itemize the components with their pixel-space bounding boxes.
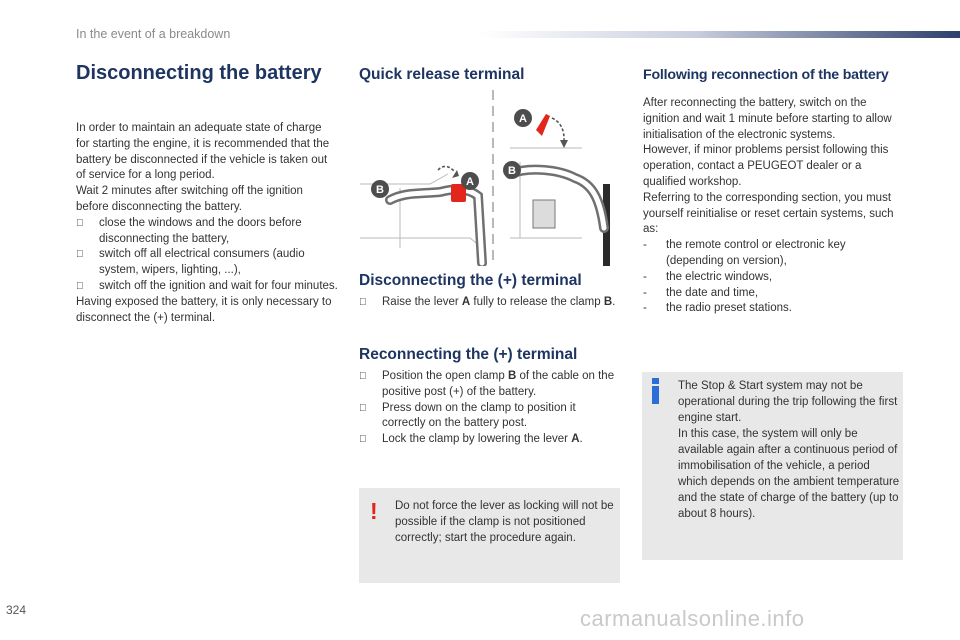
lever-a-right xyxy=(536,114,550,136)
watermark: carmanualsonline.info xyxy=(580,606,805,631)
info-text: The Stop & Start system may not be operational during the trip following the first engine start. In this case, the system will only be available again after a continuous period of immobilisation of the vehicle, a period which depends on the ambient temperature and the state of charge of the battery (up to about 8 hours). xyxy=(678,380,900,520)
svg-text:B: B xyxy=(508,165,516,177)
col3-body: After reconnecting the battery, switch on the ignition and wait 1 minute before starting to allow initialisation of the electronic systems. However, if minor problems persist following this operation, contact a PEUGEOT dealer or a qualified workshop. Referring to the corresponding section, you must yourself reinitialise or reset certain systems, such as: - the remote control or electronic key (depending on version), - the electric windows, - the date and time, - the radio preset stations. xyxy=(643,96,905,317)
svg-text:A: A xyxy=(466,176,474,188)
disconnecting-terminal-title: Disconnecting the (+) terminal xyxy=(359,272,582,289)
bullet-item: switch off all electrical consumers (audio system, wipers, lighting, ...), xyxy=(76,247,338,279)
bullet-marker-icon xyxy=(76,247,84,263)
wait-text: Wait 2 minutes after switching off the ignition before disconnecting the battery. xyxy=(76,185,303,213)
svg-text:B: B xyxy=(376,184,384,196)
svg-text:A: A xyxy=(519,113,527,125)
bullet-marker-icon xyxy=(359,295,367,311)
reconnecting-terminal-title: Reconnecting the (+) terminal xyxy=(359,346,578,363)
list-item: - the date and time, xyxy=(643,286,759,299)
info-icon xyxy=(652,378,660,404)
bullet-item: switch off the ignition and wait for four minutes. xyxy=(76,279,338,295)
bullet-marker-icon xyxy=(359,401,367,417)
list-item: - the electric windows, xyxy=(643,270,773,283)
page-title: Disconnecting the battery xyxy=(76,62,322,84)
bullet-marker-icon xyxy=(359,432,367,448)
list-item: - the radio preset stations. xyxy=(643,302,792,315)
bullet-item: close the windows and the doors before disconnecting the battery, xyxy=(76,216,338,248)
list-item: - the remote control or electronic key (depending on version), xyxy=(643,239,846,267)
following-reconnection-title: Following reconnection of the battery xyxy=(643,67,889,83)
bullet-marker-icon xyxy=(76,216,84,232)
disconnect-step: Raise the lever A fully to release the clamp B. xyxy=(359,295,617,311)
page-number: 324 xyxy=(6,603,27,617)
reconnect-steps: Position the open clamp B of the cable on the positive post (+) of the battery. Press down on the clamp to position it correctly on the battery post. Lock the clamp by lowering the lever A. xyxy=(359,369,617,448)
section-header: In the event of a breakdown xyxy=(76,27,231,41)
col1-body xyxy=(76,121,338,326)
quick-release-title: Quick release terminal xyxy=(359,66,525,83)
bullet-marker-icon xyxy=(76,279,84,295)
battery-terminal-illustration xyxy=(360,88,618,266)
outro-text: Having exposed the battery, it is only necessary to disconnect the (+) terminal. xyxy=(76,295,332,324)
warning-text: Do not force the lever as locking will not be possible if the clamp is not positioned correctly; start the procedure again. xyxy=(395,500,614,544)
intro-text: In order to maintain an adequate state of charge for starting the engine, it is recommended that the battery be disconnected if the vehicle is taken out of service for a long period. xyxy=(76,122,330,182)
bullet-marker-icon xyxy=(359,369,367,385)
warning-icon: ! xyxy=(370,498,378,524)
header-gradient-bar xyxy=(480,31,960,38)
